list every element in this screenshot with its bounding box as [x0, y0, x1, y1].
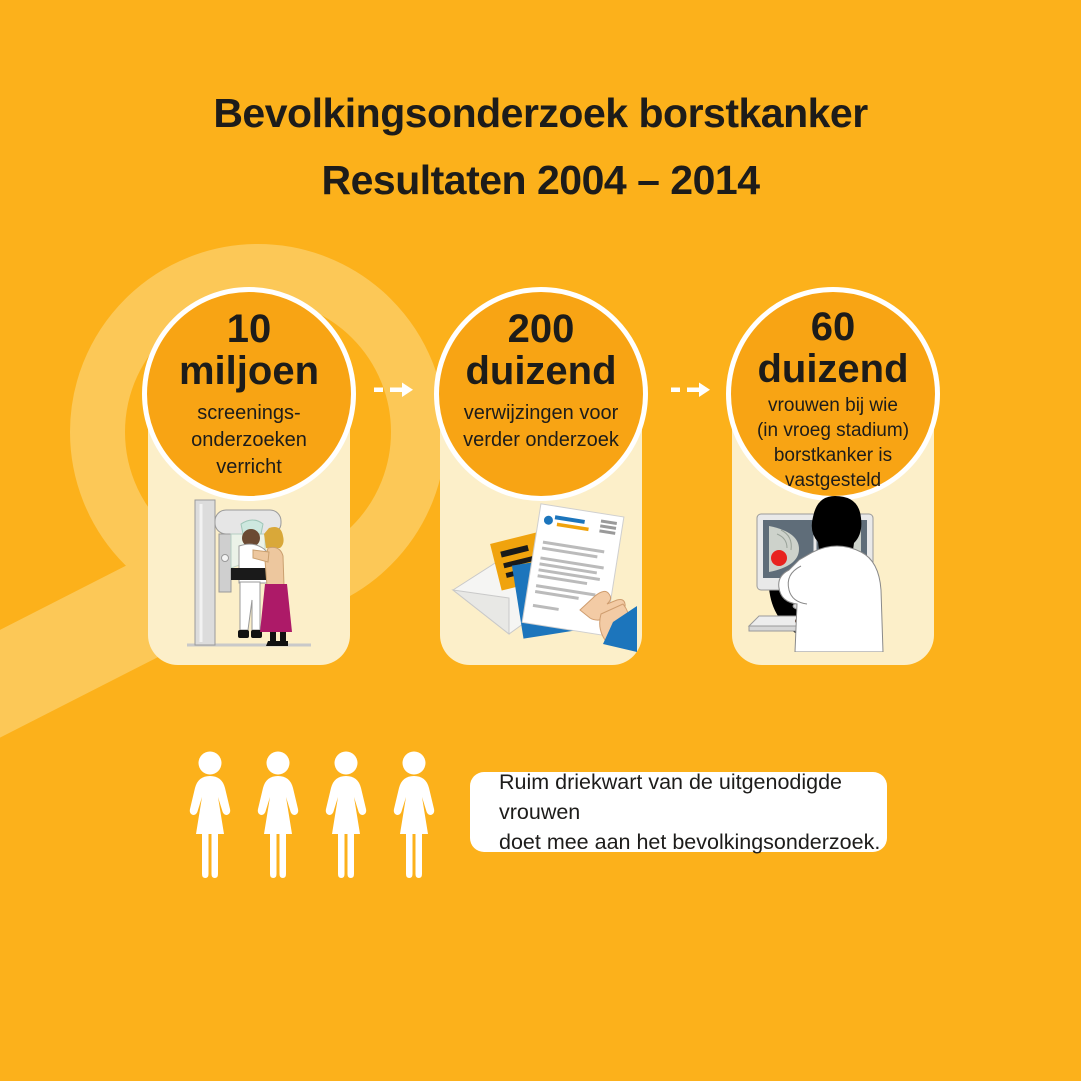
stat-circle-diagnoses: [726, 287, 940, 501]
stat-caption: verwijzingen voor verder onderzoek: [463, 402, 619, 451]
page-title-line2: Resultaten 2004 – 2014: [321, 157, 760, 203]
page-title-line1: Bevolkingsonderzoek borstkanker: [213, 90, 868, 136]
flow-arrow-icon: [374, 381, 414, 403]
participation-note-line1: Ruim driekwart van de uitgenodigde vrouwen: [499, 770, 843, 824]
page-title: [0, 80, 1081, 214]
stat-value-unit: miljoen: [178, 349, 320, 393]
stat-value-unit: duizend: [757, 347, 909, 391]
referral-letter-illustration: [440, 500, 642, 657]
stat-value-unit: duizend: [465, 349, 617, 393]
participation-note: [470, 772, 887, 852]
stat-circle-referrals: [434, 287, 648, 501]
stat-value-number: 200: [507, 307, 575, 351]
stat-value: [179, 308, 319, 392]
card-screenings: [148, 307, 350, 665]
stat-caption: screenings- onderzoeken verricht: [191, 402, 307, 478]
stat-caption: vrouwen bij wie (in vroeg stadium) borstkanker is vastgesteld: [756, 395, 910, 491]
woman-silhouette-icon: [386, 750, 442, 882]
woman-silhouette-icon: [318, 750, 374, 882]
women-silhouettes-group: [182, 750, 442, 882]
participation-note-line2: doet mee aan het bevolkingsonderzoek.: [499, 830, 881, 854]
card-diagnoses: [732, 305, 934, 665]
radiologist-workstation-illustration: [732, 494, 934, 657]
stat-value-number: 10: [226, 307, 272, 351]
flow-arrow-icon: [671, 381, 711, 403]
stat-value: [465, 308, 616, 392]
stat-value: [757, 306, 908, 390]
stat-circle-screenings: [142, 287, 356, 501]
mammography-machine-illustration: [148, 494, 350, 657]
stat-value-number: 60: [810, 305, 856, 349]
card-referrals: [440, 307, 642, 665]
woman-silhouette-icon: [182, 750, 238, 882]
woman-silhouette-icon: [250, 750, 306, 882]
